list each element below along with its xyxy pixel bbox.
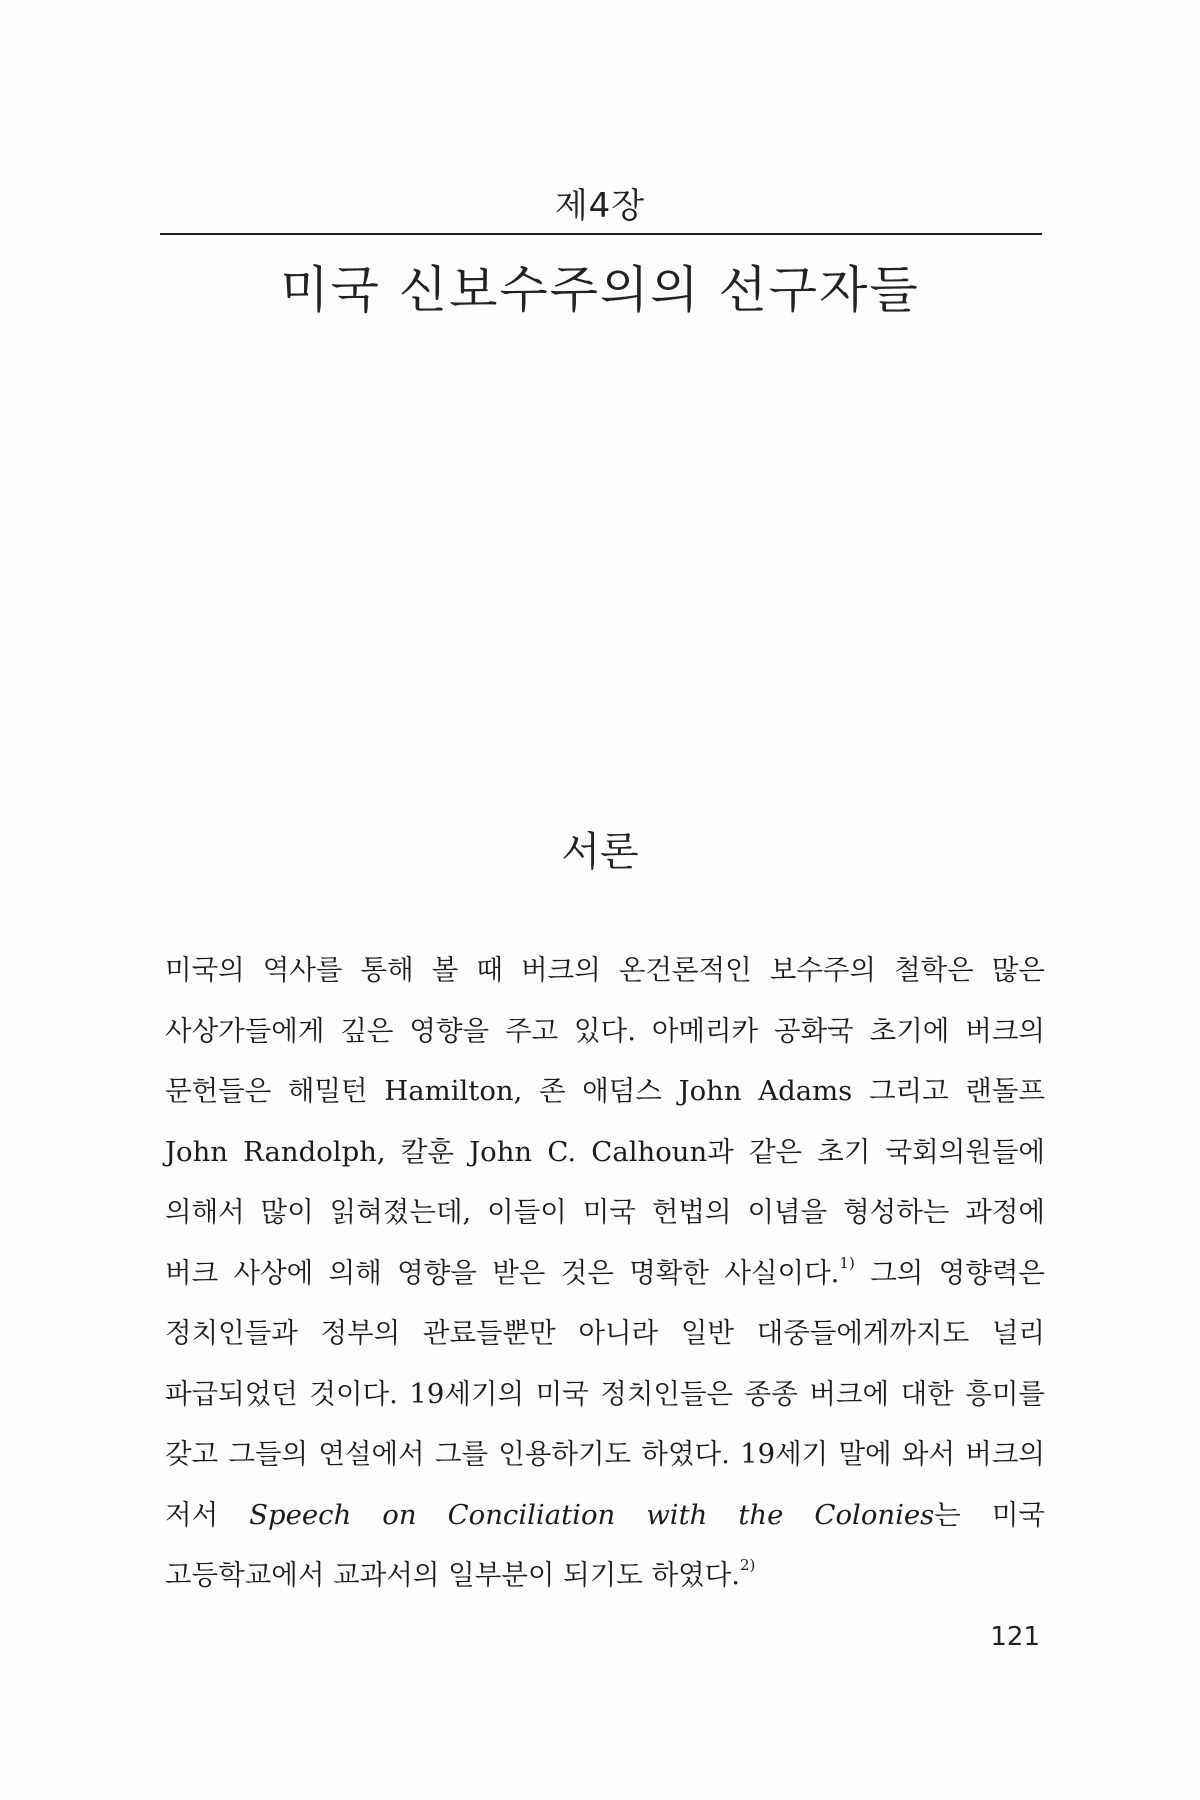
paragraph-text-3: 는 미국 고등학교에서 교과서의 일부분이 되기도 하였다. [165, 1498, 1046, 1591]
chapter-label: 제4장 [554, 186, 646, 226]
footnote-ref-1: 1) [839, 1253, 855, 1272]
chapter-title: 미국 신보수주의의 선구자들 [280, 261, 920, 319]
page-number: 121 [990, 1622, 1040, 1652]
paragraph-text-1: 미국의 역사를 통해 볼 때 버크의 온건론적인 보수주의 철학은 많은 사상가들에게 깊은 영향을 주고 있다. 아메리카 공화국 초기에 버크의 문헌들은 해밀턴 Hamilton, 존 애덤스 John Adams 그리고 랜돌프 John Randolph, 칼훈 John C. Calhoun과 같은 초기 국회의원들에 의해서 많이 읽혀졌는데, 이들이 미국 헌법의 이념을 형성하는 과정에 버크 사상에 의해 영향을 받은 것은 명확한 사실이다. [165, 954, 1045, 1289]
footnote-ref-2: 2) [740, 1556, 756, 1574]
chapter-divider [160, 233, 1042, 235]
paragraph-text-2: 그의 영향력은 정치인들과 정부의 관료들뿐만 아니라 일반 대중들에게까지도 널리 파급되었던 것이다. 19세기의 미국 정치인들은 종종 버크에 대한 흥미를 갖고 그들의 연설에서 그를 인용하기도 하였다. 19세기 말에 와서 버크의 저서 [165, 1256, 1046, 1531]
book-title: Speech on Conciliation with the Colonies [249, 1498, 935, 1531]
section-heading: 서론 [561, 829, 639, 875]
body-paragraph [165, 940, 1045, 1606]
